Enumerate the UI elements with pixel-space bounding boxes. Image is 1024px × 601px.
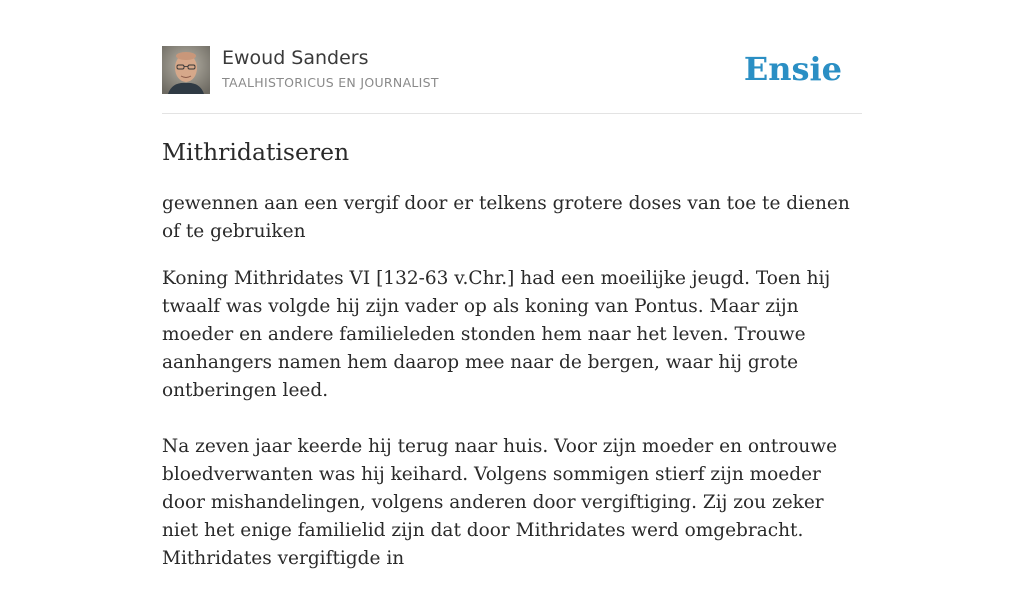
entry-definition: gewennen aan een vergif door er telkens grotere doses van toe te dienen of te gebruiken [162,193,850,242]
entry-title: Mithridatiseren [162,138,350,166]
avatar-photo [162,46,210,94]
body-paragraph: Na zeven jaar keerde hij terug naar huis. Voor zijn moeder en ontrouwe bloedverwanten was hij keihard. Volgens sommigen stierf zijn moeder door mishandelingen, volgens anderen door vergiftiging. Zij zou zeker niet het enige familielid zijn dat door Mithridates werd omgebracht. Mithridates vergiftigde in [162,436,838,569]
author-role: TAALHISTORICUS EN JOURNALIST [222,75,439,90]
entry-body [162,265,862,601]
author-header [162,46,862,96]
author-avatar[interactable] [162,46,210,94]
author-name[interactable]: Ewoud Sanders [222,47,369,69]
header-divider [162,113,862,114]
ensie-logo-link[interactable]: Ensie [743,50,842,88]
body-paragraph: Koning Mithridates VI [132-63 v.Chr.] had een moeilijke jeugd. Toen hij twaalf was volgde hij zijn vader op als koning van Pontus. Maar zijn moeder en andere familieleden stonden hem naar het leven. Trouwe aanhangers namen hem daarop mee naar de bergen, waar hij grote ontberingen leed. [162,268,831,401]
edge-fade [944,400,1024,512]
